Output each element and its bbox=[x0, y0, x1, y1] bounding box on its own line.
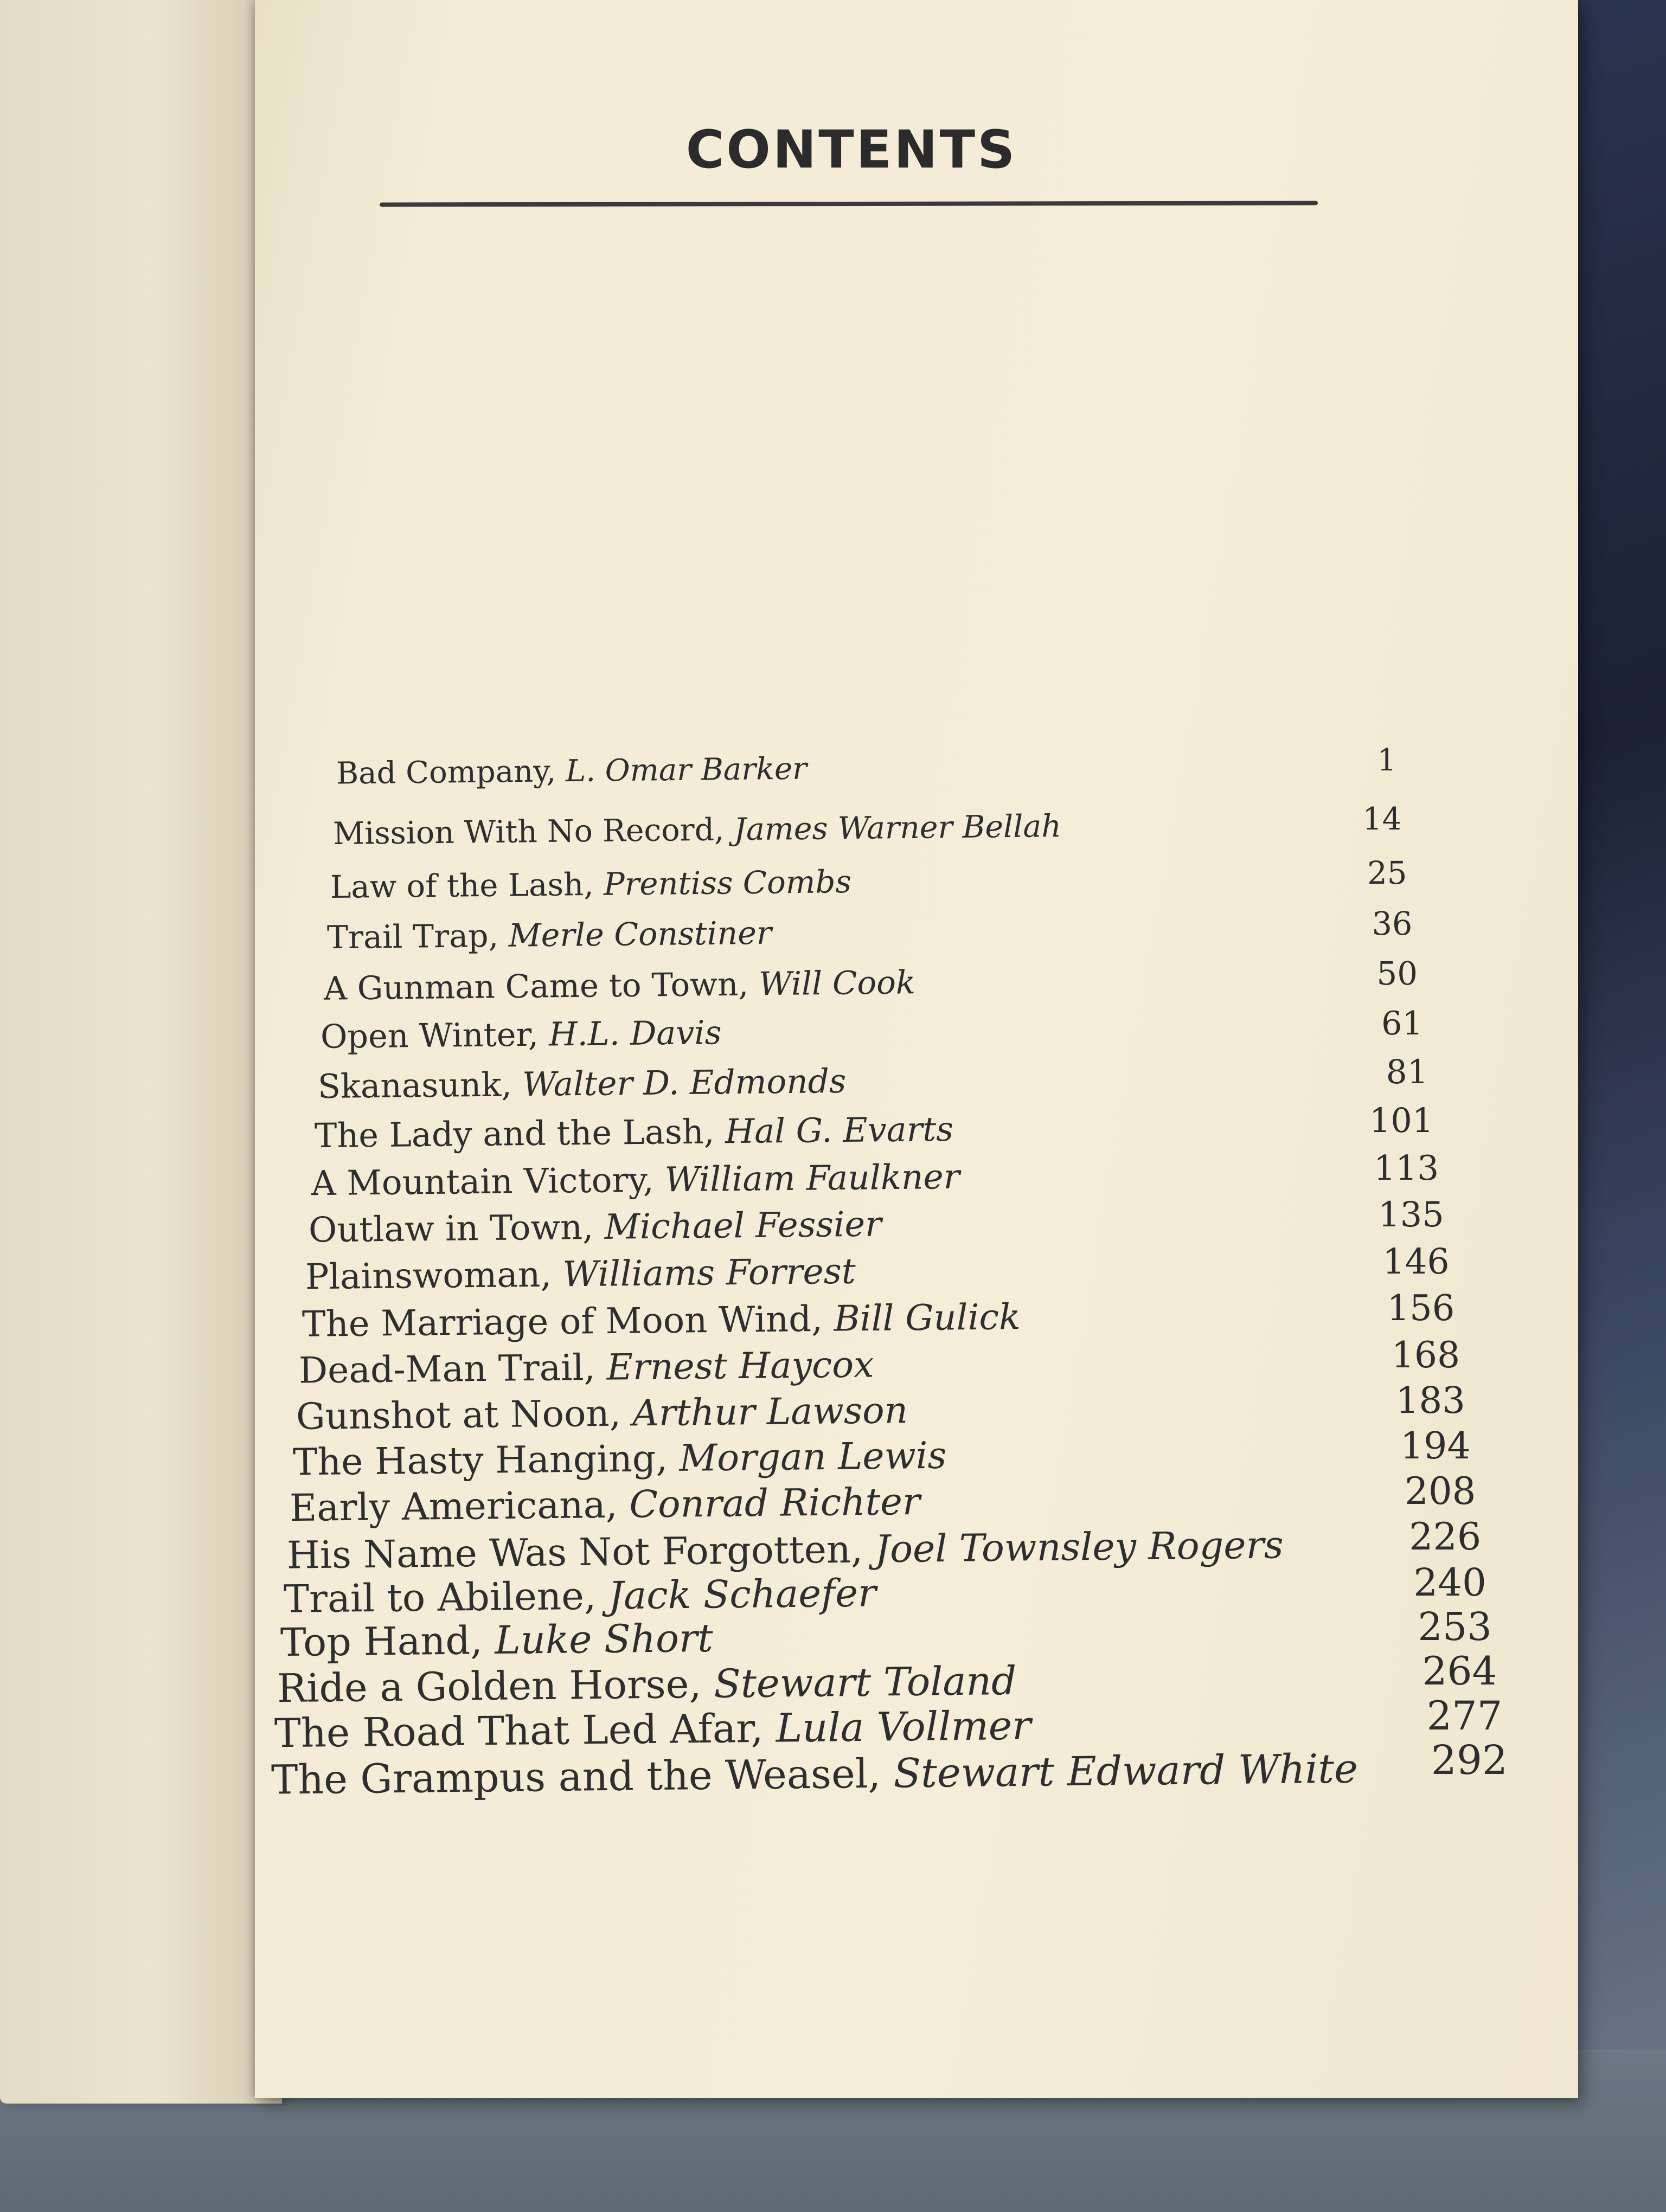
toc-entry-title: The Grampus and the Weasel, bbox=[271, 1750, 894, 1804]
toc-entry-title: Plainswoman, bbox=[305, 1254, 563, 1298]
toc-entry-author: Arthur Lawson bbox=[632, 1389, 908, 1435]
toc-entry bbox=[311, 1157, 960, 1204]
toc-entry-page-number: 61 bbox=[1381, 1004, 1423, 1043]
toc-entry-title: Outlaw in Town, bbox=[308, 1207, 605, 1251]
toc-entry-page-number: 113 bbox=[1374, 1148, 1439, 1188]
toc-entry bbox=[324, 964, 916, 1007]
toc-entry-title: Trail Trap, bbox=[326, 917, 509, 956]
toc-entry bbox=[283, 1570, 876, 1621]
toc-entry-title: The Marriage of Moon Wind, bbox=[302, 1298, 835, 1346]
toc-entry-title: His Name Was Not Forgotten, bbox=[286, 1527, 875, 1578]
toc-entry bbox=[296, 1389, 908, 1438]
toc-entry-page-number: 135 bbox=[1378, 1195, 1444, 1236]
toc-entry-page-number: 226 bbox=[1409, 1515, 1482, 1559]
toc-entry-page-number: 277 bbox=[1426, 1693, 1503, 1739]
toc-entry-author: Walter D. Edmonds bbox=[522, 1062, 847, 1104]
toc-entry-page-number: 168 bbox=[1391, 1334, 1460, 1376]
toc-entry-title: The Lady and the Lash, bbox=[314, 1111, 726, 1156]
toc-entry-author: Michael Fessier bbox=[604, 1204, 882, 1248]
toc-entry-author: Merle Constiner bbox=[508, 914, 772, 954]
toc-entry-page-number: 1 bbox=[1377, 743, 1396, 778]
toc-entry-title: A Gunman Came to Town, bbox=[323, 965, 759, 1008]
toc-entry bbox=[317, 1062, 846, 1106]
toc-entry-title: Ride a Golden Horse, bbox=[277, 1662, 715, 1712]
toc-entry bbox=[336, 751, 808, 791]
toc-entry-page-number: 292 bbox=[1431, 1737, 1508, 1784]
toc-entry-author: Prentiss Combs bbox=[603, 863, 851, 903]
contents-heading: CONTENTS bbox=[685, 119, 1017, 180]
toc-entry-author: Will Cook bbox=[758, 963, 916, 1003]
toc-entry-author: H.L. Davis bbox=[549, 1014, 722, 1054]
toc-entry-title: Open Winter, bbox=[321, 1015, 549, 1057]
toc-entry-page-number: 81 bbox=[1386, 1053, 1428, 1092]
toc-entry-page-number: 194 bbox=[1400, 1424, 1471, 1468]
toc-entry-title: Dead-Man Trail, bbox=[299, 1346, 607, 1392]
toc-entry-page-number: 14 bbox=[1362, 801, 1402, 838]
toc-entry-title: Top Hand, bbox=[280, 1618, 495, 1666]
toc-entry-author: L. Omar Barker bbox=[565, 751, 808, 789]
toc-entry bbox=[305, 1251, 855, 1298]
toc-entry-page-number: 101 bbox=[1369, 1101, 1434, 1141]
toc-entry-title: Early Americana, bbox=[289, 1483, 630, 1530]
toc-entry-page-number: 50 bbox=[1376, 955, 1418, 993]
toc-entry-author: Ernest Haycox bbox=[606, 1343, 875, 1389]
toc-entry-page-number: 253 bbox=[1418, 1604, 1492, 1650]
toc-entry bbox=[321, 1014, 722, 1057]
toc-entry-title: Mission With No Record, bbox=[332, 812, 734, 852]
toc-entry-author: Lula Vollmer bbox=[775, 1703, 1031, 1752]
toc-entry-page-number: 208 bbox=[1405, 1470, 1476, 1514]
toc-entry-author: Morgan Lewis bbox=[679, 1434, 947, 1480]
toc-entry bbox=[293, 1435, 947, 1484]
toc-entry-page-number: 183 bbox=[1395, 1379, 1465, 1422]
toc-entry-title: Gunshot at Noon, bbox=[296, 1392, 633, 1438]
toc-entry-author: William Faulkner bbox=[664, 1156, 960, 1200]
toc-entry bbox=[330, 863, 851, 905]
toc-entry bbox=[286, 1523, 1283, 1577]
toc-entry bbox=[315, 1109, 954, 1155]
toc-entry bbox=[290, 1480, 921, 1530]
toc-entry-title: A Mountain Victory, bbox=[311, 1160, 665, 1204]
toc-entry bbox=[308, 1204, 881, 1250]
toc-entry-author: Bill Gulick bbox=[834, 1296, 1021, 1340]
toc-entry bbox=[280, 1616, 714, 1665]
toc-entry-page-number: 240 bbox=[1413, 1559, 1486, 1605]
toc-entry-title: The Hasty Hanging, bbox=[292, 1437, 680, 1484]
toc-entry-author: Stewart Toland bbox=[714, 1658, 1017, 1708]
toc-entry-page-number: 146 bbox=[1382, 1242, 1450, 1283]
toc-entry-title: Law of the Lash, bbox=[330, 865, 604, 905]
toc-entry-author: Luke Short bbox=[495, 1616, 714, 1663]
toc-entry-author: Joel Townsley Rogers bbox=[874, 1523, 1284, 1572]
toc-entry-page-number: 264 bbox=[1422, 1649, 1497, 1695]
toc-entry-page-number: 25 bbox=[1367, 854, 1407, 892]
toc-entry-author: Hal G. Evarts bbox=[725, 1109, 954, 1152]
toc-entry-author: James Warner Bellah bbox=[734, 808, 1062, 848]
toc-entry bbox=[327, 915, 772, 956]
toc-entry-author: Jack Schaefer bbox=[608, 1570, 876, 1618]
toc-entry-title: Bad Company, bbox=[336, 754, 566, 792]
toc-entry-page-number: 156 bbox=[1387, 1288, 1455, 1329]
toc-entry-author: Williams Forrest bbox=[562, 1251, 856, 1295]
toc-entry bbox=[274, 1703, 1031, 1757]
toc-entry bbox=[302, 1297, 1021, 1346]
toc-entry-title: The Road That Led Afar, bbox=[274, 1705, 776, 1757]
toc-entry-page-number: 36 bbox=[1372, 905, 1413, 943]
toc-entry-title: Skanasunk, bbox=[317, 1065, 523, 1106]
toc-entry-author: Stewart Edward White bbox=[893, 1745, 1359, 1797]
toc-entry-author: Conrad Richter bbox=[629, 1480, 921, 1527]
toc-entry-title: Trail to Abilene, bbox=[283, 1573, 609, 1622]
toc-entry bbox=[299, 1343, 874, 1392]
toc-entry bbox=[333, 808, 1062, 852]
